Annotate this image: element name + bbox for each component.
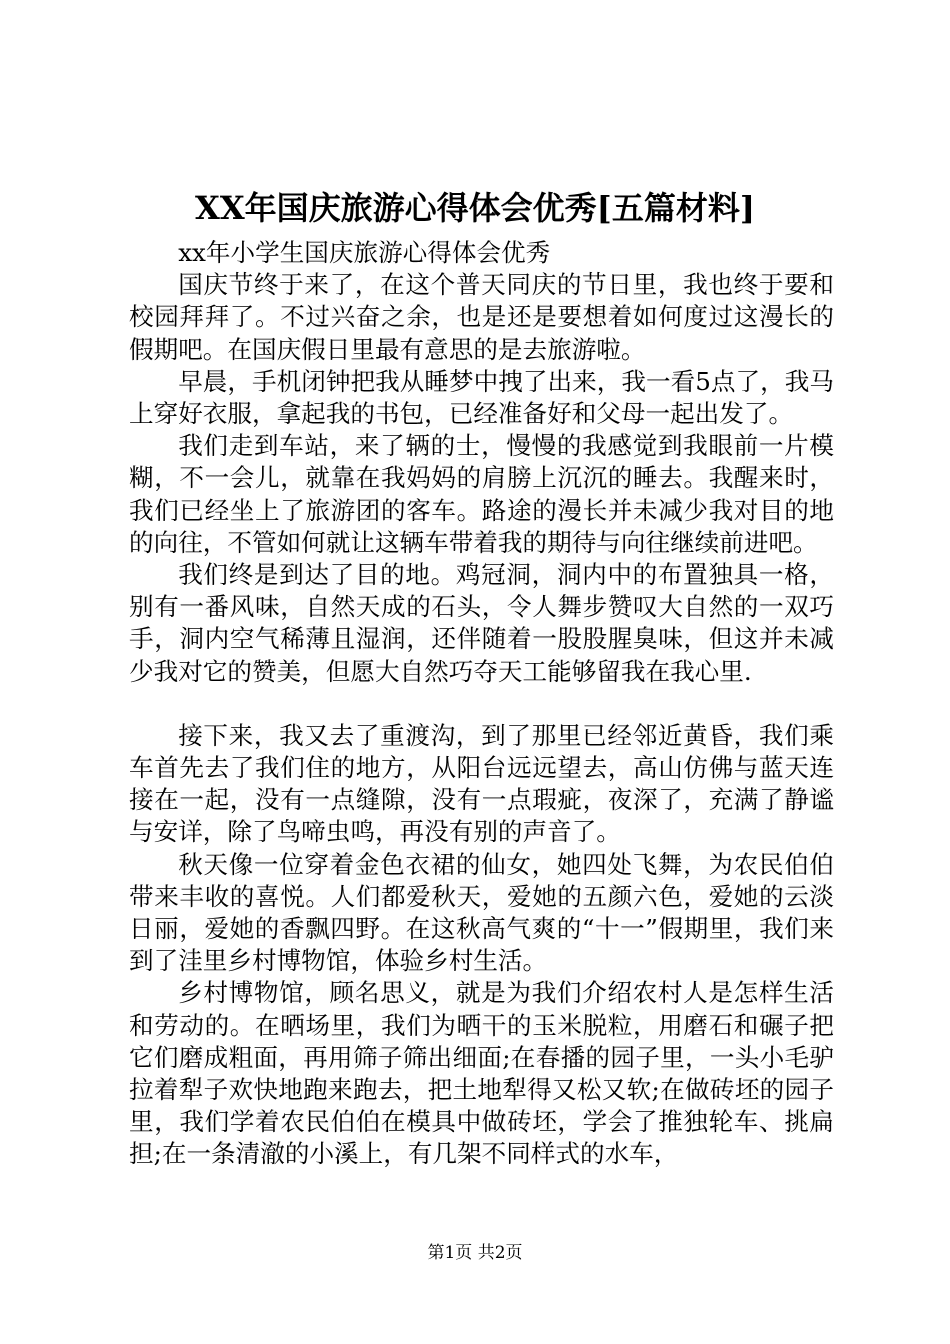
document-body xyxy=(129,237,834,1171)
paragraph-7: 乡村博物馆，顾名思义，就是为我们介绍农村人是怎样生活和劳动的。在晒场里，我们为晒干的玉米脱粒，用磨石和碾子把它们磨成粗面，再用筛子筛出细面;在春播的园子里，一头小毛驴拉着犁子欢快地跑来跑去，把土地犁得又松又软;在做砖坯的园子里，我们学着农民伯伯在模具中做砖坯，学会了推独轮车、挑扁担;在一条清澈的小溪上，有几架不同样式的水车， xyxy=(129,978,834,1169)
document-title: XX年国庆旅游心得体会优秀[五篇材料] xyxy=(195,189,755,227)
paragraph-2: 早晨，手机闭钟把我从睡梦中拽了出来，我一看5点了，我马上穿好衣服，拿起我的书包，已经准备好和父母一起出发了。 xyxy=(129,366,834,429)
page-footer: 第1页 共2页 xyxy=(427,1243,523,1263)
paragraph-1: 国庆节终于来了，在这个普天同庆的节日里，我也终于要和校园拜拜了。不过兴奋之余，也是还是要想着如何度过这漫长的假期吧。在国庆假日里最有意思的是去旅游啦。 xyxy=(129,270,834,364)
paragraph-4: 我们终是到达了目的地。鸡冠洞，洞内中的布置独具一格，别有一番风味，自然天成的石头，令人舞步赞叹大自然的一双巧手，洞内空气稀薄且湿润，还伴随着一股股腥臭味，但这并未减少我对它的赞美，但愿大自然巧夺天工能够留我在我心里. xyxy=(129,560,834,686)
paragraph-3: 我们走到车站，来了辆的士，慢慢的我感觉到我眼前一片模糊，不一会儿，就靠在我妈妈的肩膀上沉沉的睡去。我醒来时，我们已经坐上了旅游团的客车。路途的漫长并未减少我对目的地的向往，不管如何就让这辆车带着我的期待与向往继续前进吧。 xyxy=(129,431,834,557)
paragraph-6: 秋天像一位穿着金色衣裙的仙女，她四处飞舞，为农民伯伯带来丰收的喜悦。人们都爱秋天，爱她的五颜六色，爱她的云淡日丽，爱她的香飘四野。在这秋高气爽的“十一”假期里，我们来到了洼里乡村博物馆，体验乡村生活。 xyxy=(129,849,834,976)
document-subtitle: xx年小学生国庆旅游心得体会优秀 xyxy=(178,238,551,267)
paragraph-spacer xyxy=(129,688,834,720)
paragraph-5: 接下来，我又去了重渡沟，到了那里已经邻近黄昏，我们乘车首先去了我们住的地方，从阳台远远望去，高山仿佛与蓝天连接在一起，没有一点缝隙，没有一点瑕疵，夜深了，充满了静谧与安详，除了鸟啼虫鸣，再没有别的声音了。 xyxy=(129,720,834,847)
